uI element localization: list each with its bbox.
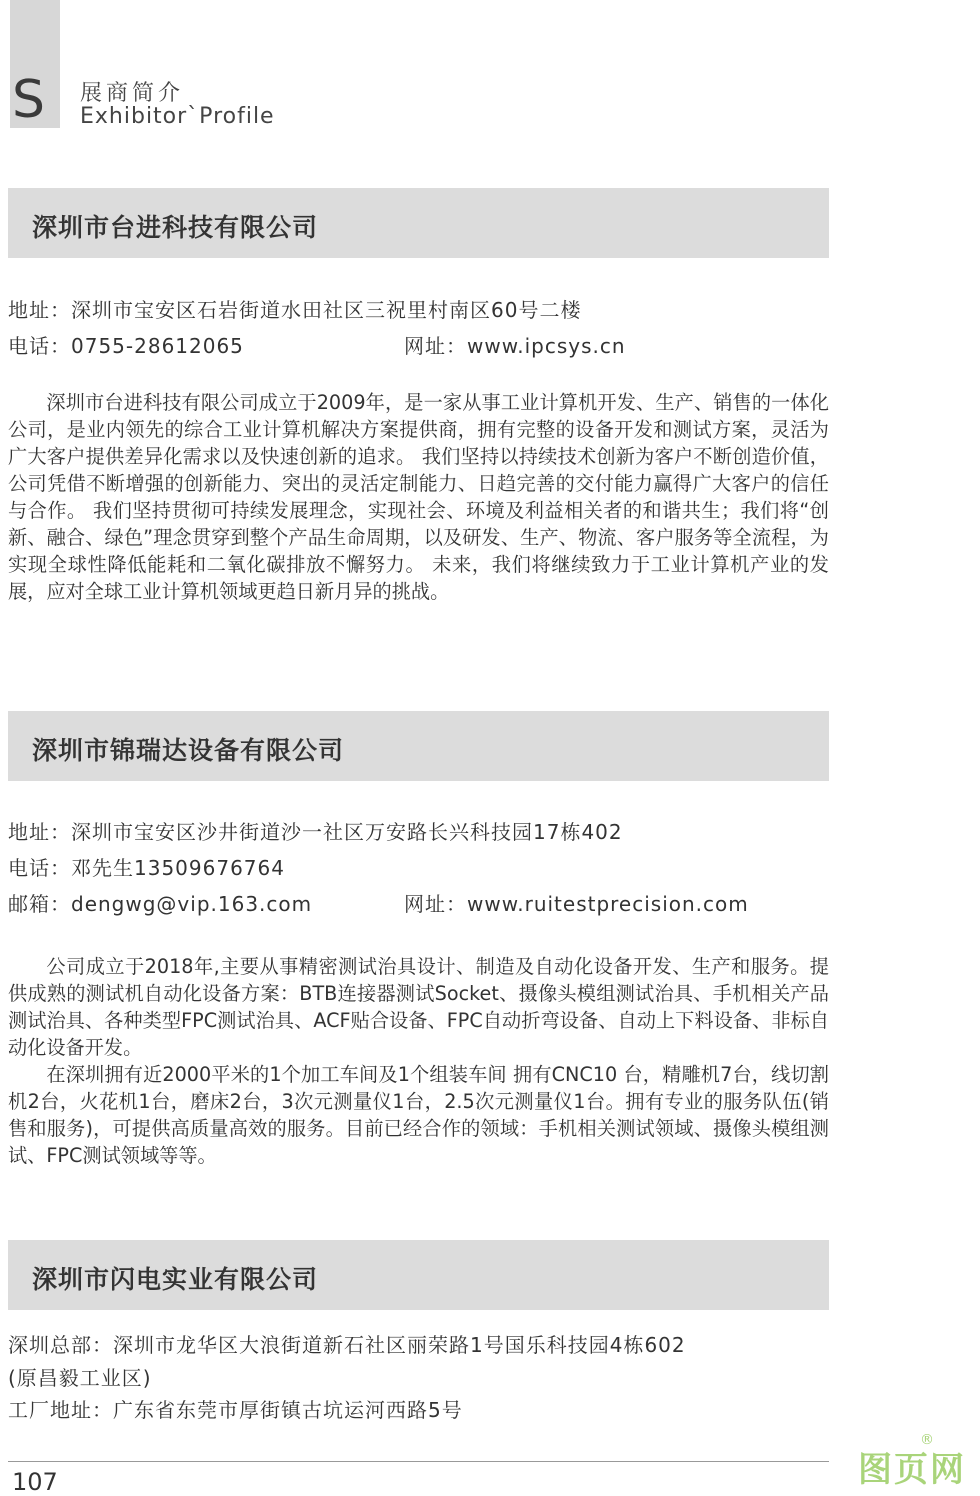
description-paragraph: 深圳市台进科技有限公司成立于2009年，是一家从事工业计算机开发、生产、销售的一体化公司，是业内领先的综合工业计算机解决方案提供商，拥有完整的设备开发和测试方案，灵活为广大客户提供差异化需求以及快速创新的追求。 我们坚持以持续技术创新为客户不断创造价值，公司凭借不断增强的创新能力、突出的灵活定制能力、日趋完善的交付能力赢得广大客户的信任与合作。 我们坚持贯彻可持续发展理念，实现社会、环境及利益相关者的和谐共生；我们将“创新、融合、绿色”理念贯穿到整个产品生命周期，以及研发、生产、物流、客户服务等全流程，为实现全球性降低能耗和二氧化碳排放不懈努力。 未来，我们将继续致力于工业计算机产业的发展，应对全球工业计算机领域更趋日新月异的挑战。: [8, 391, 829, 603]
company-header-bar: [8, 188, 829, 258]
section-letter: S: [12, 70, 46, 130]
company-contact-row: [8, 892, 749, 916]
company-hq-note: (原昌毅工业区): [8, 1366, 152, 1390]
company-header-bar: [8, 711, 829, 781]
company-email: 邮箱：dengwg@vip.163.com: [8, 892, 313, 916]
company-name: 深圳市锦瑞达设备有限公司: [32, 736, 345, 765]
description-paragraph: 在深圳拥有近2000平米的1个加工车间及1个组装车间 拥有CNC10 台，精雕机7台，线切割机2台，火花机1台，磨床2台，3次元测量仪1台，2.5次元测量仪1台。拥有专业的服务队伍(销售和服务)，可提供高质量高效的服务。目前已经合作的领域：手机相关测试领域、摄像头模组测试、FPC测试领域等等。: [8, 1063, 829, 1167]
company-phone: 电话：邓先生13509676764: [8, 856, 285, 880]
section-title-en: Exhibitor`Profile: [80, 104, 275, 129]
company-factory-address: 工厂地址：广东省东莞市厚街镇古坑运河西路5号: [8, 1398, 463, 1422]
company-address: 地址：深圳市宝安区沙井街道沙一社区万安路长兴科技园17栋402: [8, 820, 623, 844]
watermark-logo: 图页网: [858, 1450, 966, 1490]
company-description: [8, 953, 829, 1169]
company-address: 地址：深圳市宝安区石岩街道水田社区三祝里村南区60号二楼: [8, 298, 582, 322]
company-contact-row: [8, 334, 626, 358]
description-paragraph: 公司成立于2018年,主要从事精密测试治具设计、制造及自动化设备开发、生产和服务。提供成熟的测试机自动化设备方案：BTB连接器测试Socket、摄像头模组测试治具、手机相关产品测试治具、各种类型FPC测试治具、ACF贴合设备、FPC自动折弯设备、自动上下料设备、非标自动化设备开发。: [8, 955, 829, 1059]
company-phone: 电话：0755-28612065: [8, 334, 244, 358]
company-header-bar: [8, 1240, 829, 1310]
page-number: 107: [12, 1468, 58, 1496]
company-name: 深圳市台进科技有限公司: [32, 213, 319, 242]
footer-divider: [8, 1461, 829, 1462]
company-hq-address: 深圳总部：深圳市龙华区大浪街道新石社区丽荣路1号国乐科技园4栋602: [8, 1333, 686, 1357]
company-website: 网址：www.ipcsys.cn: [404, 334, 626, 358]
company-description: [8, 389, 829, 605]
company-name: 深圳市闪电实业有限公司: [32, 1265, 319, 1294]
company-website: 网址：www.ruitestprecision.com: [404, 892, 749, 916]
registered-mark: ®: [920, 1432, 934, 1448]
section-title-cn: 展商简介: [80, 81, 185, 106]
